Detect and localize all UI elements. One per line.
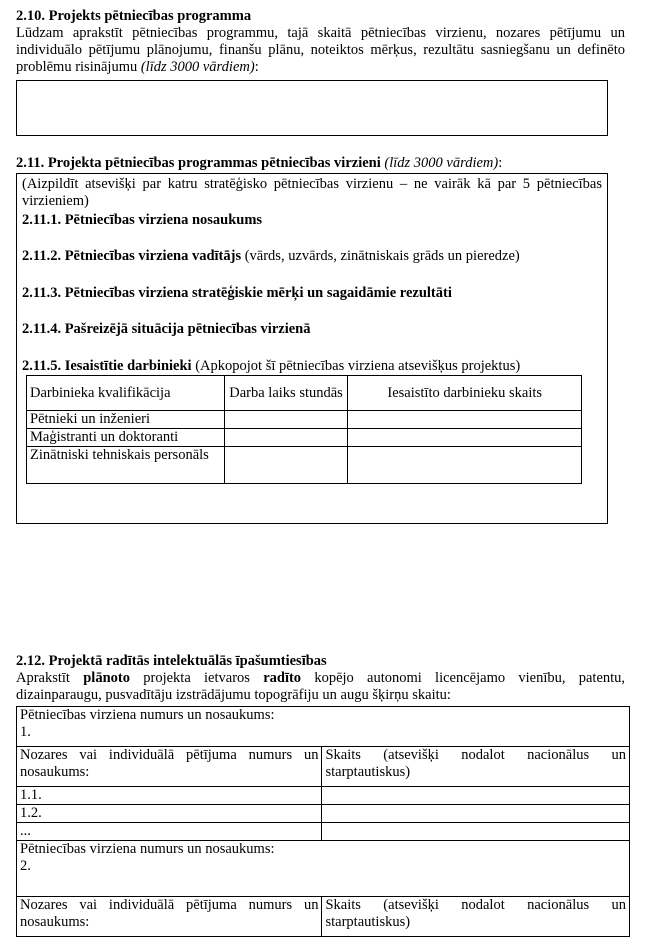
- subsection-2-11-5-note: (Apkopojot šī pētniecības virziena atsevišķus projektus): [195, 358, 521, 374]
- section-2-11-word-limit: (līdz 3000 vārdiem): [384, 155, 499, 171]
- table-cell-label: Maģistranti un doktoranti: [27, 429, 225, 447]
- column-header-a: Nozares vai individuālā pētījuma numurs un nosaukums:: [17, 897, 322, 937]
- table-cell-input[interactable]: [348, 429, 582, 447]
- table-cell-input[interactable]: [348, 411, 582, 429]
- subsection-2-11-5-line: [22, 358, 602, 375]
- direction-label: Pētniecības virziena numurs un nosaukums:: [20, 841, 275, 857]
- subsection-2-11-2-note: (vārds, uzvārds, zinātniskais grāds un pieredze): [244, 248, 520, 264]
- table-cell-label[interactable]: 1.2.: [17, 805, 322, 823]
- table-cell-input[interactable]: [224, 447, 348, 484]
- subsection-2-11-2-line: [22, 248, 602, 265]
- table-cell-input[interactable]: [322, 805, 630, 823]
- section-2-12-bold-1: plānoto: [83, 670, 130, 686]
- table-cell-input[interactable]: [348, 447, 582, 484]
- direction-row: [17, 707, 630, 747]
- table-cell-label: Pētnieki un inženieri: [27, 411, 225, 429]
- table-header-cell: Iesaistīto darbinieku skaits: [348, 376, 582, 411]
- subsection-2-11-5: 2.11.5. Iesaistītie darbinieki: [22, 358, 192, 374]
- section-2-11-note: (Aizpildīt atsevišķi par katru stratēģisko pētniecības virzienu – ne vairāk kā par 5 pētniecības virzieniem): [22, 176, 602, 209]
- table-cell-input[interactable]: [322, 787, 630, 805]
- table-row: [17, 787, 630, 805]
- section-2-11-heading-line: [16, 155, 625, 172]
- ip-table: [16, 706, 630, 937]
- table-header-cell: Darba laiks stundās: [224, 376, 348, 411]
- direction-cell[interactable]: [17, 707, 630, 747]
- section-2-12-heading: 2.12. Projektā radītās intelektuālās īpašumtiesības: [16, 653, 327, 669]
- section-2-12-description: [16, 670, 625, 704]
- direction-label: Pētniecības virziena numurs un nosaukums:: [20, 707, 275, 723]
- table-row: [27, 429, 582, 447]
- table-header-row: [27, 376, 582, 411]
- subsection-2-11-1: 2.11.1. Pētniecības virziena nosaukums: [22, 212, 263, 228]
- section-2-10-answer-box[interactable]: [16, 80, 608, 136]
- table-row: [17, 823, 630, 841]
- table-cell-label[interactable]: 1.1.: [17, 787, 322, 805]
- column-header-row: [17, 897, 630, 937]
- section-2-10-description: [16, 25, 625, 76]
- table-row: [17, 805, 630, 823]
- subsection-2-11-2: 2.11.2. Pētniecības virziena vadītājs: [22, 248, 242, 264]
- section-2-11-heading: 2.11. Projekta pētniecības programmas pētniecības virzieni: [16, 155, 381, 171]
- subsection-2-11-4: 2.11.4. Pašreizējā situācija pētniecības virzienā: [22, 321, 311, 337]
- section-2-10-colon: :: [254, 59, 259, 75]
- section-2-11-colon: :: [498, 155, 503, 171]
- section-2-12-bold-2: radīto: [263, 670, 302, 686]
- table-cell-label: Zinātniski tehniskais personāls: [27, 447, 225, 484]
- table-cell-input[interactable]: [224, 429, 348, 447]
- table-cell-input[interactable]: [322, 823, 630, 841]
- column-header-row: [17, 747, 630, 787]
- direction-row: [17, 841, 630, 897]
- column-header-b: Skaits (atsevišķi nodalot nacionālus un starptautiskus): [322, 897, 630, 937]
- column-header-b: Skaits (atsevišķi nodalot nacionālus un starptautiskus): [322, 747, 630, 787]
- table-row: [27, 447, 582, 484]
- direction-number: 1.: [20, 724, 31, 740]
- direction-number: 2.: [20, 858, 31, 874]
- section-2-10-word-limit: (līdz 3000 vārdiem): [140, 59, 255, 75]
- table-cell-input[interactable]: [224, 411, 348, 429]
- section-2-12-text-1: Aprakstīt: [16, 670, 70, 686]
- employees-table: [26, 375, 582, 484]
- section-2-10-text: Lūdzam aprakstīt pētniecības programmu, tajā skaitā pētniecības virzienu, nozares pētījumu un individuālo pētījumu plānojumu, finanšu plānu, noteiktos mērķus, rezultātu sasniegšanu un definēto problēmu risinājumu: [16, 25, 625, 75]
- section-2-12-text-2: projekta ietvaros: [143, 670, 250, 686]
- table-header-cell: Darbinieka kvalifikācija: [27, 376, 225, 411]
- table-row: [27, 411, 582, 429]
- section-2-11-answer-box[interactable]: [16, 173, 608, 524]
- table-cell-label[interactable]: ...: [17, 823, 322, 841]
- direction-cell[interactable]: [17, 841, 630, 897]
- subsection-2-11-3: 2.11.3. Pētniecības virziena stratēģiskie mērķi un sagaidāmie rezultāti: [22, 285, 452, 301]
- section-2-12-text-3: kopējo autonomi licencējamo vienību, patentu, dizainparaugu, pusvadītāju izstrādājumu topogrāfiju un augu šķirņu skaitu:: [16, 670, 626, 703]
- section-2-10-heading: 2.10. Projekts pētniecības programma: [16, 8, 252, 24]
- column-header-a: Nozares vai individuālā pētījuma numurs un nosaukums:: [17, 747, 322, 787]
